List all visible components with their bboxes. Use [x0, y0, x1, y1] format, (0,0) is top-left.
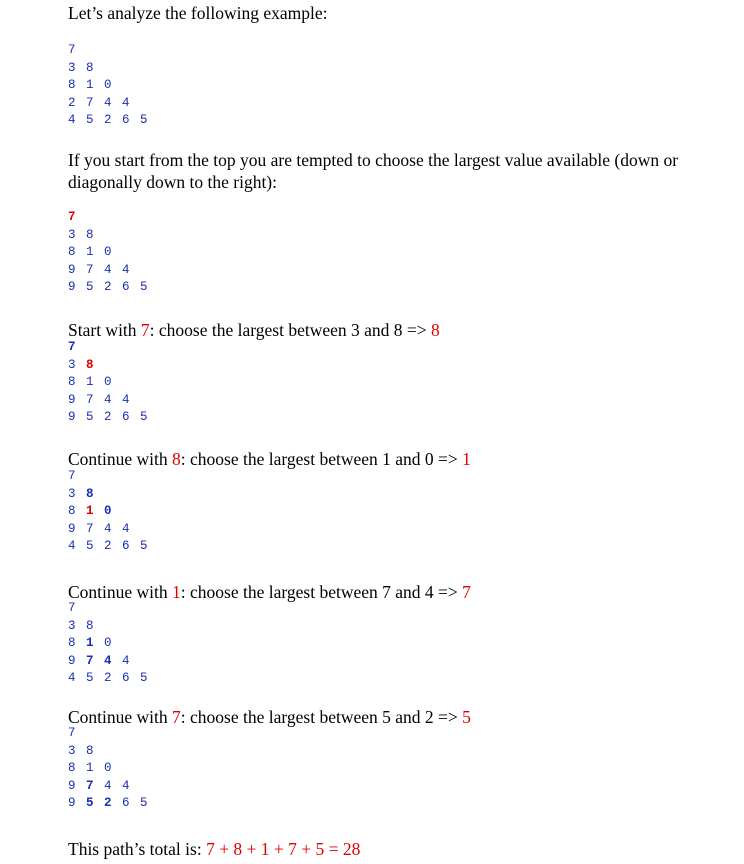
triangle-number: 5 [86, 280, 94, 294]
triangle-start [68, 209, 158, 297]
step-text: : choose the largest between 7 and 4 => [180, 582, 463, 602]
triangle-row [68, 374, 158, 392]
triangle-number: 6 [122, 539, 130, 553]
triangle-row [68, 112, 158, 130]
triangle-number: 0 [104, 78, 112, 92]
triangle-number: 7 [68, 43, 76, 57]
triangle-number: 5 [86, 113, 94, 127]
triangle-number: 8 [86, 60, 94, 75]
triangle-number: 5 [86, 671, 94, 685]
triangle-number: 4 [104, 521, 112, 536]
triangle-row [68, 77, 158, 95]
triangle-row [68, 262, 158, 280]
triangle-number: 9 [68, 410, 76, 424]
triangle-number: 4 [122, 95, 130, 110]
step-continue-7 [68, 706, 718, 728]
triangle-row [68, 339, 158, 357]
triangle-number: 7 [86, 778, 94, 793]
triangle-number: 5 [86, 539, 94, 553]
triangle-row [68, 209, 158, 227]
triangle-number: 9 [68, 392, 76, 407]
triangle-number: 9 [68, 262, 76, 277]
triangle-number: 6 [122, 113, 130, 127]
triangle-number: 2 [104, 280, 112, 294]
triangle-number: 6 [122, 671, 130, 685]
step-choice: 1 [462, 449, 471, 469]
triangle-number: 2 [104, 410, 112, 424]
triangle-number: 3 [68, 618, 76, 633]
triangle-number: 5 [86, 410, 94, 424]
triangle-number: 4 [122, 392, 130, 407]
triangle-number: 2 [68, 95, 76, 110]
step-continue-8 [68, 448, 718, 470]
triangle-number: 7 [86, 262, 94, 277]
step-current: 7 [140, 320, 150, 340]
triangle-number: 2 [104, 113, 112, 127]
triangle-number: 7 [68, 340, 76, 354]
triangle-number: 2 [104, 539, 112, 553]
intro-text: Let’s analyze the following example: [68, 3, 328, 23]
step-continue-1 [68, 581, 718, 603]
triangle-row [68, 503, 158, 521]
triangle-number: 4 [104, 392, 112, 407]
triangle-number: 8 [86, 618, 94, 633]
triangle-number: 4 [68, 539, 76, 553]
triangle-number: 9 [68, 280, 76, 294]
triangle-number: 5 [140, 539, 148, 553]
triangle-number: 2 [104, 796, 112, 810]
step-choice: 7 [462, 582, 471, 602]
triangle-row [68, 227, 158, 245]
triangle-number: 8 [68, 761, 76, 775]
triangle-row [68, 618, 158, 636]
step-text: Start with [68, 320, 141, 340]
triangle-number: 1 [86, 636, 94, 650]
triangle-number: 5 [140, 113, 148, 127]
triangle-row [68, 743, 158, 761]
triangle-number: 8 [86, 227, 94, 242]
step-text: : choose the largest between 5 and 2 => [180, 707, 463, 727]
triangle-number: 7 [68, 726, 76, 740]
triangle-number: 9 [68, 653, 76, 668]
triangle-row [68, 357, 158, 375]
triangle-number: 4 [122, 778, 130, 793]
triangle-row [68, 521, 158, 539]
triangle-number: 7 [68, 601, 76, 615]
triangle-number: 1 [86, 245, 94, 259]
triangle-number: 4 [104, 95, 112, 110]
triangle-row [68, 468, 158, 486]
triangle-row [68, 795, 158, 813]
triangle-number: 8 [68, 78, 76, 92]
triangle-row [68, 392, 158, 410]
step-start [68, 319, 718, 341]
triangle-number: 4 [68, 113, 76, 127]
triangle-step3 [68, 600, 158, 688]
triangle-number: 6 [122, 410, 130, 424]
triangle-row [68, 42, 158, 60]
triangle-example [68, 42, 158, 130]
triangle-row [68, 409, 158, 427]
triangle-step1 [68, 339, 158, 427]
triangle-number: 1 [86, 504, 94, 518]
triangle-number: 0 [104, 504, 112, 518]
triangle-number: 3 [68, 357, 76, 372]
triangle-number: 5 [140, 671, 148, 685]
triangle-row [68, 60, 158, 78]
triangle-number: 1 [86, 78, 94, 92]
step-text: : choose the largest between 1 and 0 => [180, 449, 463, 469]
triangle-row [68, 670, 158, 688]
triangle-number: 0 [104, 375, 112, 389]
triangle-row [68, 279, 158, 297]
triangle-number: 4 [68, 671, 76, 685]
triangle-number: 3 [68, 486, 76, 501]
step-current: 7 [172, 707, 181, 727]
triangle-number: 3 [68, 227, 76, 242]
triangle-number: 5 [140, 280, 148, 294]
step-current: 8 [172, 449, 181, 469]
triangle-number: 1 [86, 375, 94, 389]
triangle-number: 4 [122, 653, 130, 668]
triangle-row [68, 95, 158, 113]
triangle-number: 4 [104, 262, 112, 277]
triangle-number: 7 [86, 521, 94, 536]
step-current: 1 [172, 582, 181, 602]
triangle-number: 2 [104, 671, 112, 685]
step-choice: 5 [462, 707, 471, 727]
triangle-number: 5 [140, 410, 148, 424]
triangle-number: 4 [122, 521, 130, 536]
step-choice: 8 [431, 320, 440, 340]
total-value: 7 + 8 + 1 + 7 + 5 = 28 [206, 839, 361, 859]
tempted-paragraph: If you start from the top you are tempted to choose the largest value available (down or diagonally down to the right): [68, 150, 679, 192]
triangle-number: 0 [104, 245, 112, 259]
triangle-number: 0 [104, 761, 112, 775]
triangle-row [68, 635, 158, 653]
triangle-number: 7 [86, 653, 94, 668]
triangle-step4 [68, 725, 158, 813]
triangle-number: 8 [86, 357, 94, 372]
triangle-number: 6 [122, 796, 130, 810]
triangle-row [68, 760, 158, 778]
triangle-number: 7 [68, 469, 76, 483]
step-text: : choose the largest between 3 and 8 => [149, 320, 432, 340]
triangle-number: 7 [68, 210, 76, 224]
triangle-number: 8 [68, 375, 76, 389]
triangle-number: 8 [68, 504, 76, 518]
triangle-row [68, 486, 158, 504]
step-text: Continue with [68, 582, 173, 602]
triangle-number: 9 [68, 796, 76, 810]
triangle-number: 8 [86, 743, 94, 758]
triangle-number: 4 [104, 778, 112, 793]
total-label: This path’s total is: [68, 839, 207, 859]
triangle-number: 5 [86, 796, 94, 810]
triangle-number: 1 [86, 761, 94, 775]
triangle-row [68, 244, 158, 262]
triangle-row [68, 538, 158, 556]
triangle-number: 8 [86, 486, 94, 501]
triangle-row [68, 778, 158, 796]
triangle-step2 [68, 468, 158, 556]
triangle-row [68, 653, 158, 671]
triangle-number: 4 [104, 653, 112, 668]
triangle-number: 5 [140, 796, 148, 810]
path-total [68, 838, 718, 860]
triangle-number: 3 [68, 743, 76, 758]
triangle-number: 9 [68, 778, 76, 793]
triangle-number: 8 [68, 245, 76, 259]
step-text: Continue with [68, 449, 173, 469]
step-text: Continue with [68, 707, 173, 727]
triangle-number: 8 [68, 636, 76, 650]
triangle-number: 6 [122, 280, 130, 294]
triangle-number: 3 [68, 60, 76, 75]
triangle-number: 4 [122, 262, 130, 277]
triangle-number: 0 [104, 636, 112, 650]
triangle-number: 7 [86, 392, 94, 407]
triangle-row [68, 725, 158, 743]
triangle-number: 7 [86, 95, 94, 110]
triangle-row [68, 600, 158, 618]
triangle-number: 9 [68, 521, 76, 536]
